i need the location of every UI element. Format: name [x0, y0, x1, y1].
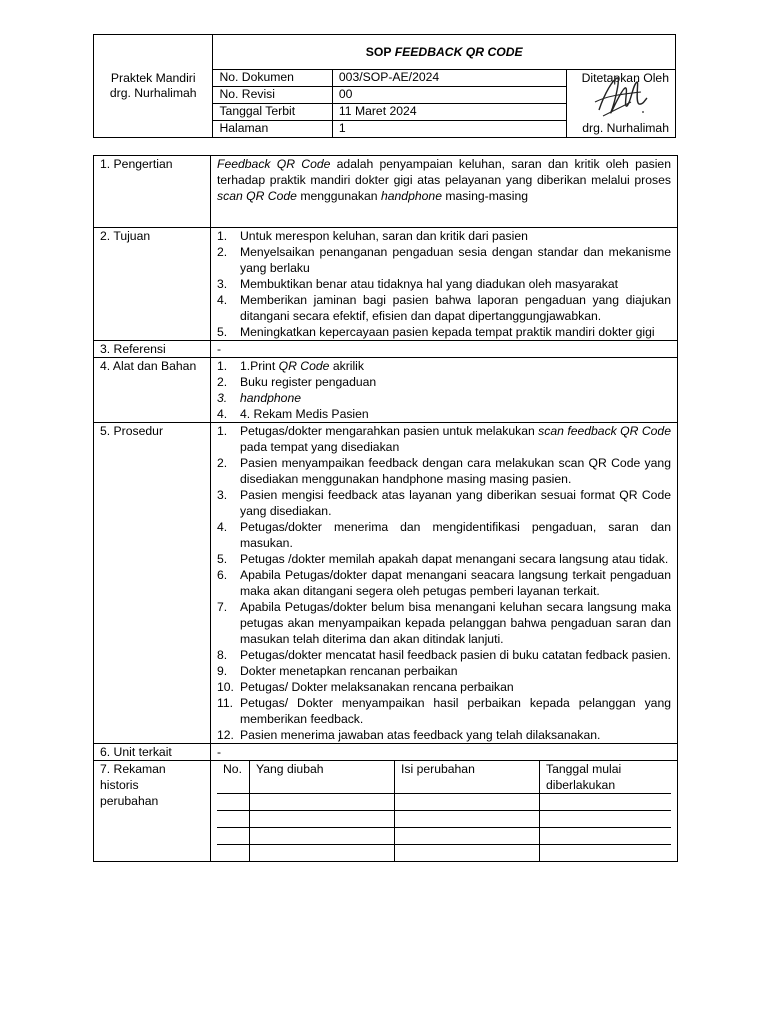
list-item: 4. 4. Rekam Medis Pasien: [217, 407, 369, 421]
list-item: 1. Untuk merespon keluhan, saran dan kritik dari pasien: [217, 229, 528, 243]
col-content: Isi perubahan: [395, 761, 540, 794]
field-value-revision: 00: [332, 87, 566, 104]
text-segment: masing-masing: [441, 189, 529, 203]
tujuan-list: [217, 228, 671, 340]
tujuan-list-cell: [211, 228, 678, 341]
header-table: [93, 34, 676, 138]
list-item: 11. Petugas/ Dokter menyampaikan hasil perbaikan kepada pelanggan yang memberikan feedback.: [217, 696, 671, 726]
approver-name: drg. Nurhalimah: [582, 121, 669, 135]
list-item: 6. Apabila Petugas/dokter dapat menangani seacara langsung terkait pengaduan maka akan ditangani segera oleh petugas pemberi layanan terkait.: [217, 568, 671, 598]
section-label: 4. Alat dan Bahan: [94, 358, 211, 423]
section-unit-terkait: [94, 744, 678, 761]
list-item: 1. 1.Print QR Code akrilik: [217, 359, 364, 373]
alat-list: [217, 358, 671, 422]
table-row: [217, 845, 671, 862]
table-row: [217, 811, 671, 828]
section-rekaman-historis: [94, 761, 678, 862]
organization-cell: [94, 35, 213, 138]
field-value-page: 1: [332, 121, 566, 138]
col-changed: Yang diubah: [250, 761, 395, 794]
alat-list-cell: [211, 358, 678, 423]
section-tujuan: [94, 228, 678, 341]
section-label: 2. Tujuan: [94, 228, 211, 341]
prosedur-list-cell: [211, 423, 678, 744]
text-segment: menggunakan: [296, 189, 381, 203]
field-label-doc-no: No. Dokumen: [213, 70, 332, 87]
field-value-issue-date: 11 Maret 2024: [332, 104, 566, 121]
list-item: 3. Membuktikan benar atau tidaknya hal yang diadukan oleh masyarakat: [217, 277, 619, 291]
list-item: 3. Pasien mengisi feedback atas layanan yang diberikan sesuai format QR Code yang disediakan.: [217, 488, 671, 518]
list-item: 5. Petugas /dokter memilah apakah dapat menangani secara langsung atau tidak.: [217, 552, 669, 566]
section-label: 3. Referensi: [94, 341, 211, 358]
text-italic: scan QR Code: [217, 189, 297, 203]
list-item: 4. Memberikan jaminan bagi pasien bahwa laporan pengaduan yang diajukan ditangani secara efektif, efisien dan dapat dipertanggungjawabkan.: [217, 293, 671, 323]
history-header-row: [217, 761, 671, 794]
history-table-cell: [211, 761, 678, 862]
referensi-value: -: [211, 341, 678, 358]
field-label-issue-date: Tanggal Terbit: [213, 104, 332, 121]
section-label: 5. Prosedur: [94, 423, 211, 744]
section-label: 1. Pengertian: [94, 156, 211, 228]
list-item: 1. Petugas/dokter mengarahkan pasien untuk melakukan scan feedback QR Code pada tempat yang disediakan: [217, 424, 671, 454]
signature-icon: [591, 72, 651, 124]
section-referensi: [94, 341, 678, 358]
text-italic: Feedback QR Code: [217, 157, 331, 171]
approved-by-label: Ditetapkan Oleh: [581, 71, 669, 85]
section-label: 6. Unit terkait: [94, 744, 211, 761]
field-label-revision: No. Revisi: [213, 87, 332, 104]
prosedur-list: [217, 423, 671, 743]
title-italic: FEEDBACK QR CODE: [394, 44, 523, 59]
section-pengertian: [94, 156, 678, 228]
pengertian-text: [211, 156, 678, 228]
col-no: No.: [217, 761, 250, 794]
document-title: [213, 35, 676, 70]
table-row: [217, 794, 671, 811]
list-item: 10. Petugas/ Dokter melaksanakan rencana perbaikan: [217, 680, 514, 694]
organization-line1: Praktek Mandiri: [110, 71, 196, 85]
unit-value: -: [211, 744, 678, 761]
list-item: 5. Meningkatkan kepercayaan pasien kepada tempat praktik mandiri dokter gigi: [217, 325, 655, 339]
sop-body-table: [93, 155, 678, 862]
list-item: 9. Dokter menetapkan rencanan perbaikan: [217, 664, 458, 678]
field-value-doc-no: 003/SOP-AE/2024: [332, 70, 566, 87]
section-alat-bahan: [94, 358, 678, 423]
list-item: 2. Buku register pengaduan: [217, 375, 377, 389]
organization-line2: drg. Nurhalimah: [109, 86, 197, 100]
table-row: [217, 828, 671, 845]
approval-cell: [566, 70, 675, 138]
list-item: 2. Menyelsaikan penanganan pengaduan sesia dengan standar dan mekanisme yang berlaku: [217, 245, 671, 275]
list-item: 2. Pasien menyampaikan feedback dengan cara melakukan scan QR Code yang disediakan menggunakan handphone masing masing pasien.: [217, 456, 671, 486]
col-date: Tanggal mulai diberlakukan: [540, 761, 672, 794]
list-item: 8. Petugas/dokter mencatat hasil feedback pasien di buku catatan fedback pasien.: [217, 648, 671, 662]
section-prosedur: [94, 423, 678, 744]
text-italic: handphone: [380, 189, 442, 203]
list-item: 7. Apabila Petugas/dokter belum bisa menangani keluhan secara langsung maka petugas akan menyampaikan kepada pelanggan bahwa pengaduan saran dan masukan telah diterima dan akan ditindak lanjuti.: [217, 600, 671, 646]
field-label-page: Halaman: [213, 121, 332, 138]
list-item: 12. Pasien menerima jawaban atas feedback yang telah dilaksanakan.: [217, 728, 601, 742]
list-item: 4. Petugas/dokter menerima dan mengidentifikasi pengaduan, saran dan masukan.: [217, 520, 671, 550]
title-prefix: SOP: [365, 44, 395, 59]
text-segment: adalah penyampaian keluhan, saran dan kritik oleh pasien terhadap praktik mandiri dokter gigi atas pelayanan yang diberikan melalui proses: [217, 157, 671, 187]
list-item: 3. handphone: [217, 391, 302, 405]
history-table: [217, 761, 671, 861]
section-label: 7. Rekaman historis perubahan: [94, 761, 211, 862]
